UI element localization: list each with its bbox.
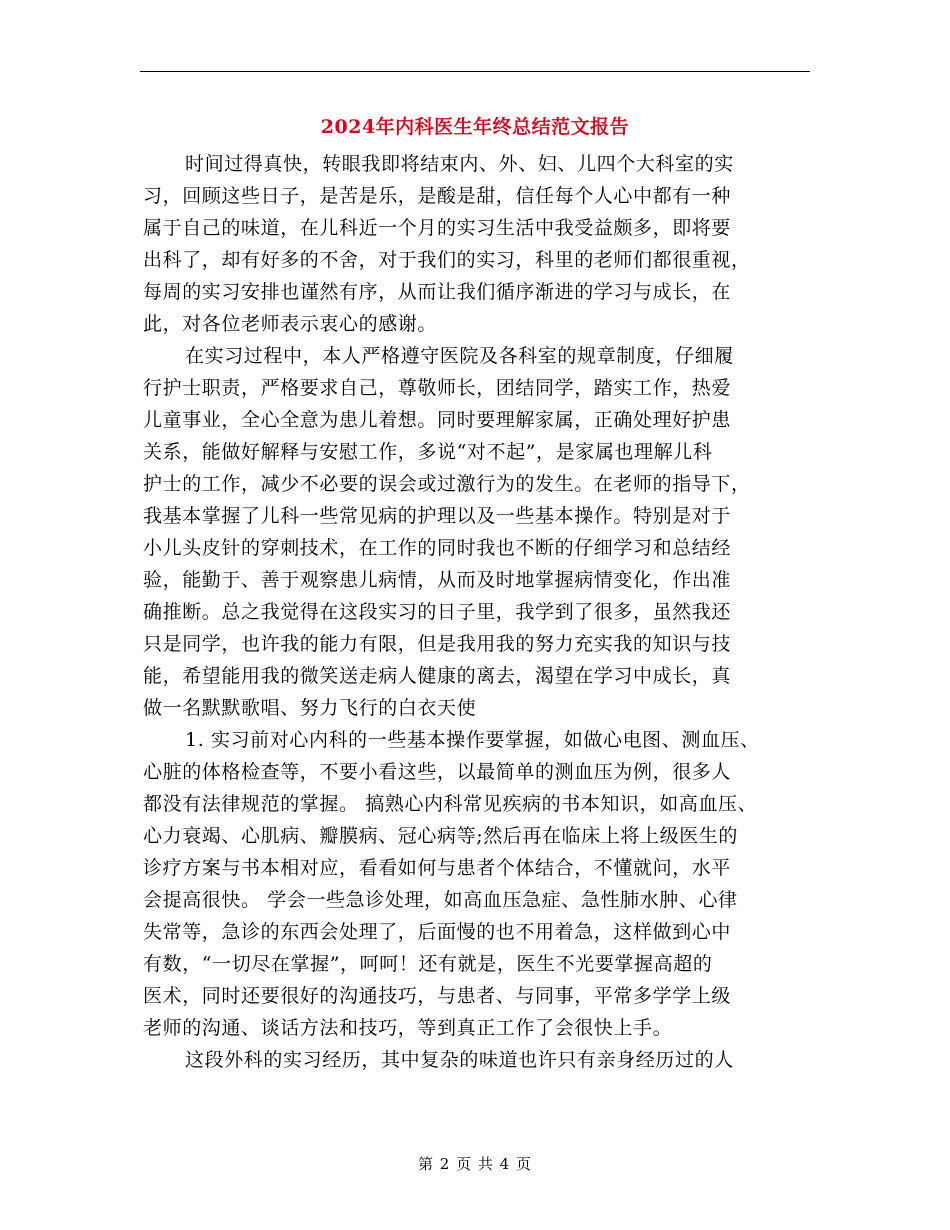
body-line: 医术，同时还要很好的沟通技巧，与患者、与同事，平常多学学上级 — [143, 985, 732, 1007]
body-line: 验，能勤于、善于观察患儿病情，从而及时地掌握病情变化，作出准 — [143, 569, 732, 591]
body-line: 习，回顾这些日子，是苦是乐，是酸是甜，信任每个人心中都有一种 — [143, 185, 732, 207]
body-line: 属于自己的味道，在儿科近一个月的实习生活中我受益颇多，即将要 — [143, 217, 732, 239]
document-body — [143, 148, 815, 1076]
body-line: 我基本掌握了儿科一些常见病的护理以及一些基本操作。特别是对于 — [143, 505, 732, 527]
body-line: 会提高很快。 学会一些急诊处理，如高血压急症、急性肺水肿、心律 — [143, 889, 738, 911]
body-line: 在实习过程中，本人严格遵守医院及各科室的规章制度，仔细履 — [185, 345, 734, 367]
page-footer: 第 2 页 共 4 页 — [418, 1155, 532, 1173]
body-line: 有数，“一切尽在掌握”，呵呵！还有就是，医生不光要掌握高超的 — [143, 953, 713, 975]
body-line: 确推断。总之我觉得在这段实习的日子里，我学到了很多，虽然我还 — [143, 601, 732, 623]
body-line: 护士的工作，减少不必要的误会或过激行为的发生。在老师的指导下， — [143, 473, 751, 495]
body-line: 小儿头皮针的穿刺技术，在工作的同时我也不断的仔细学习和总结经 — [143, 537, 732, 559]
body-line: 时间过得真快，转眼我即将结束内、外、妇、儿四个大科室的实 — [185, 153, 734, 175]
body-line: 都没有法律规范的掌握。 搞熟心内科常见疾病的书本知识，如高血压、 — [143, 793, 758, 815]
body-line: 只是同学，也许我的能力有限，但是我用我的努力充实我的知识与技 — [143, 633, 732, 655]
body-line: 这段外科的实习经历，其中复杂的味道也许只有亲身经历过的人 — [185, 1049, 734, 1071]
body-line: 能，希望能用我的微笑送走病人健康的离去，渴望在学习中成长，真 — [143, 665, 732, 687]
body-line: 做一名默默歌唱、努力飞行的白衣天使 — [143, 697, 477, 719]
body-line: 心脏的体格检查等，不要小看这些，以最简单的测血压为例，很多人 — [143, 761, 732, 783]
body-line: 老师的沟通、谈话方法和技巧，等到真正工作了会很快上手。 — [143, 1017, 673, 1039]
document-title: 2024年内科医生年终总结范文报告 — [320, 116, 630, 138]
header-rule — [140, 71, 810, 72]
body-line: 关系，能做好解释与安慰工作，多说“对不起”，是家属也理解儿科 — [143, 441, 713, 463]
body-line: 每周的实习安排也谨然有序，从而让我们循序渐进的学习与成长，在 — [143, 281, 732, 303]
body-line: 儿童事业，全心全意为患儿着想。同时要理解家属，正确处理好护患 — [143, 409, 732, 431]
body-line: 1. 实习前对心内科的一些基本操作要掌握，如做心电图、测血压、 — [185, 729, 760, 751]
body-line: 诊疗方案与书本相对应，看看如何与患者个体结合，不懂就问，水平 — [143, 857, 732, 879]
body-line: 行护士职责，严格要求自己，尊敬师长，团结同学，踏实工作，热爱 — [143, 377, 732, 399]
body-line: 心力衰竭、心肌病、瓣膜病、冠心病等;然后再在临床上将上级医生的 — [143, 825, 739, 847]
body-line: 出科了，却有好多的不舍，对于我们的实习，科里的老师们都很重视， — [143, 249, 751, 271]
body-line: 失常等，急诊的东西会处理了，后面慢的也不用着急，这样做到心中 — [143, 921, 732, 943]
body-line: 此，对各位老师表示衷心的感谢。 — [143, 313, 438, 335]
